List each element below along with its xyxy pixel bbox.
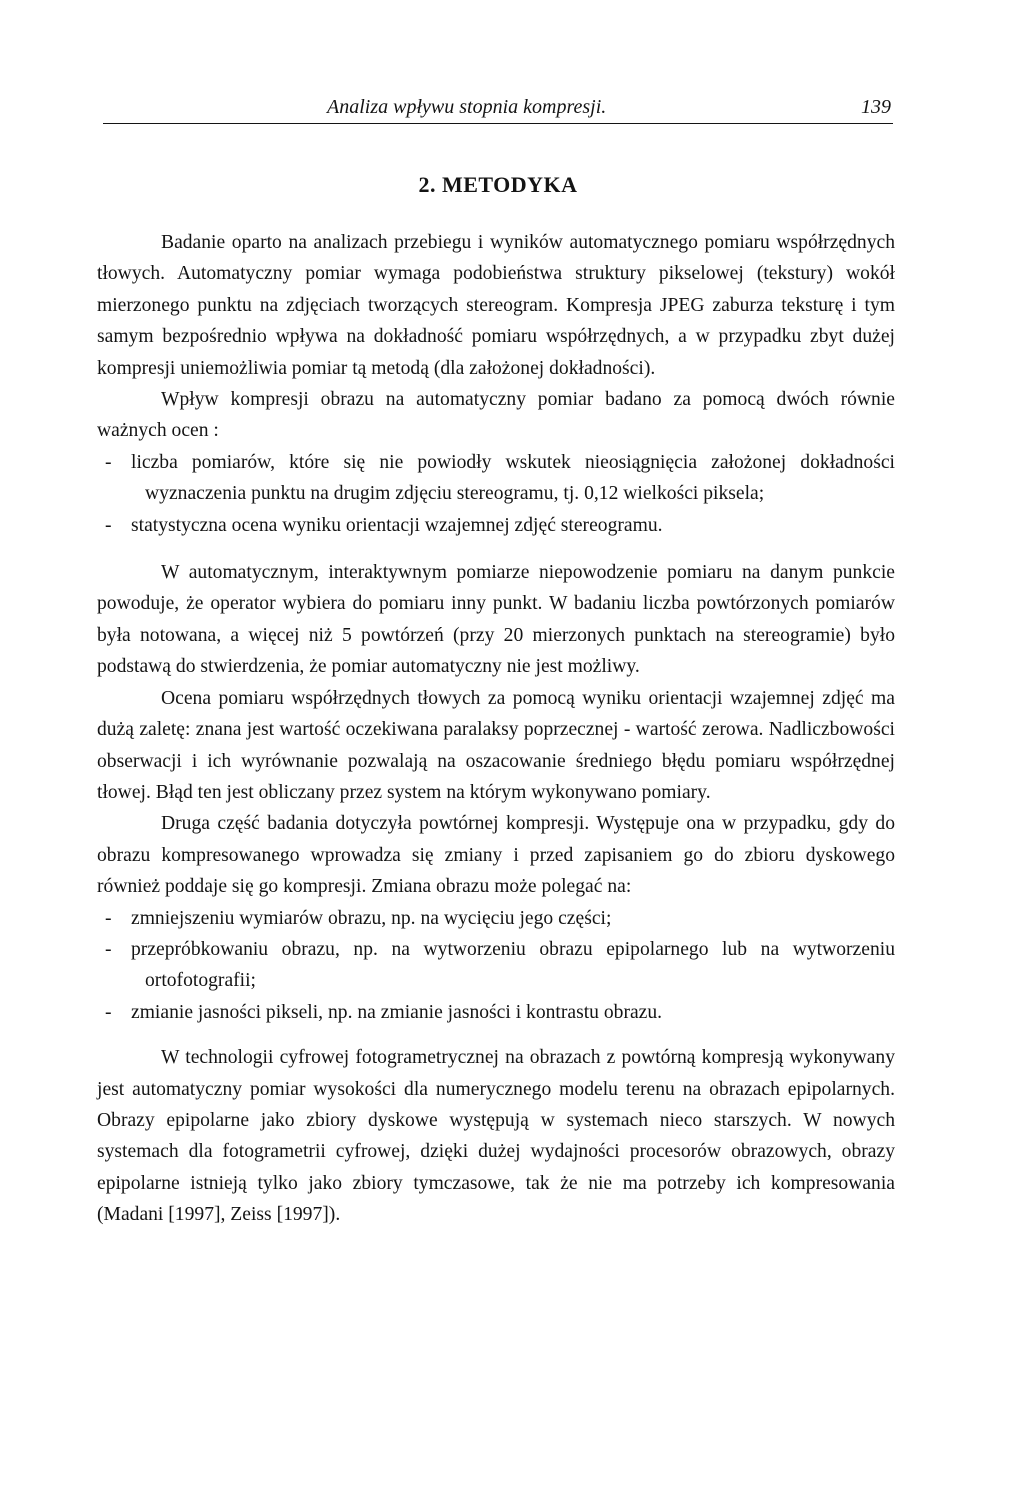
paragraph: W automatycznym, interaktywnym pomiarze niepowodzenie pomiaru na danym punkcie powoduje, że operator wybiera do pomiaru inny punkt. W badaniu liczba powtórzonych pomiarów była notowana, a więcej niż 5 powtórzeń (przy 20 mierzonych punktach na stereogramie) było podstawą do stwierdzenia, że pomiar automatyczny nie jest możliwy. [97,562,895,678]
paragraph: Wpływ kompresji obrazu na automatyczny pomiar badano za pomocą dwóch równie ważnych ocen : [97,389,895,442]
paragraph: Ocena pomiaru współrzędnych tłowych za pomocą wyniku orientacji wzajemnej zdjęć ma dużą zaletę: znana jest wartość oczekiwana paralaksy poprzecznej - wartość zerowa. Nadliczbowości obserwacji i ich wyrównanie pozwalają na oszacowanie średniego błędu pomiaru współrzędnej tłowej. Błąd ten jest obliczany przez system na którym wykonywano pomiary. [97,687,895,803]
list-dash: - [105,907,112,929]
evaluation-list [97,447,895,541]
list-dash: - [105,514,112,536]
list-item [97,447,895,510]
list-dash: - [105,451,112,473]
paragraph: W technologii cyfrowej fotogrametrycznej na obrazach z powtórną kompresją wykonywany jest automatyczny pomiar wysokości dla numerycznego modelu terenu na obrazach epipolarnych. Obrazy epipolarne jako zbiory dyskowe występują w systemach nieco starszych. W nowych systemach dla fotogrametrii cyfrowej, dzięki dużej wydajności procesorów obrazowych, obrazy epipolarne istnieją tylko jako zbiory tymczasowe, tak że nie ma potrzeby ich kompresowania (Madani [1997], Zeiss [1997]). [97,1047,895,1226]
running-header [103,96,893,124]
body-text [97,227,895,1231]
list-dash: - [105,1001,112,1023]
list-item [97,903,895,934]
list-item-text: przepróbkowaniu obrazu, np. na wytworzeniu obrazu epipolarnego lub na wytworzeniu ortofotografii; [131,938,895,992]
section-title: 2. METODYKA [418,172,578,197]
change-list [97,903,895,1029]
list-item-text: zmianie jasności pikseli, np. na zmianie jasności i kontrastu obrazu. [131,1001,663,1023]
list-item-text: zmniejszeniu wymiarów obrazu, np. na wycięciu jego części; [131,907,612,929]
list-item [97,510,895,541]
list-item-text: liczba pomiarów, które się nie powiodły wskutek nieosiągnięcia założonej dokładności wyznaczenia punktu na drugim zdjęciu stereogramu, tj. 0,12 wielkości piksela; [131,451,895,505]
paragraph: Druga część badania dotyczyła powtórnej kompresji. Występuje ona w przypadku, gdy do obrazu kompresowanego wprowadza się zmiany i przed zapisaniem go do zbioru dyskowego również poddaje się go kompresji. Zmiana obrazu może polegać na: [97,813,895,898]
list-item [97,934,895,997]
list-dash: - [105,938,112,960]
list-item [97,997,895,1028]
running-header-title: Analiza wpływu stopnia kompresji. [327,96,607,118]
page-number: 139 [861,96,891,118]
paragraph: Badanie oparto na analizach przebiegu i wyników automatycznego pomiaru współrzędnych tłowych. Automatyczny pomiar wymaga podobieństwa struktury pikselowej (tekstury) wokół mierzonego punktu na zdjęciach tworzących stereogram. Kompresja JPEG zaburza teksturę i tym samym bezpośrednio wpływa na dokładność pomiaru współrzędnych, a w przypadku zbyt dużej kompresji uniemożliwia pomiar tą metodą (dla założonej dokładności). [97,232,895,379]
list-item-text: statystyczna ocena wyniku orientacji wzajemnej zdjęć stereogramu. [131,514,663,536]
